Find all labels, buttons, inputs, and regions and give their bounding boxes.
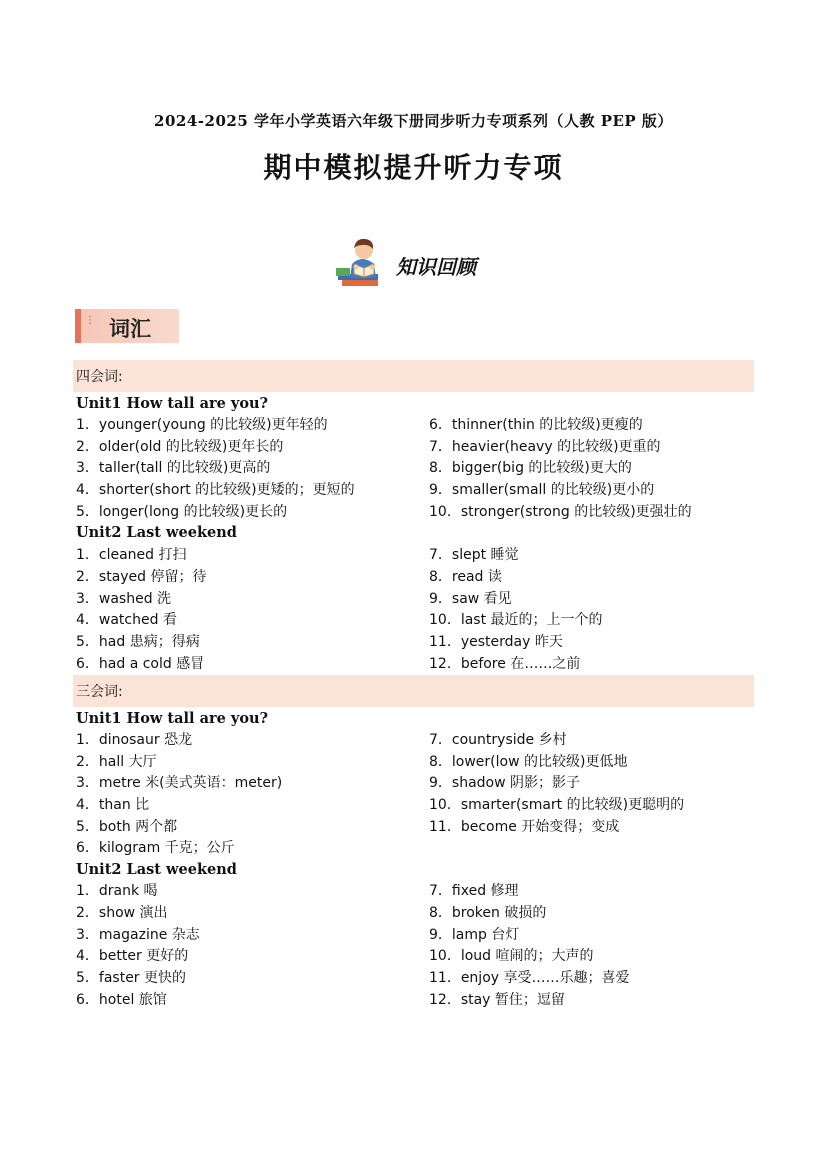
list-item: 5．both 两个都: [76, 819, 178, 835]
page-title: 期中模拟提升听力专项: [263, 151, 564, 184]
list-item: 10．stronger(strong 的比较级)更强壮的: [429, 504, 692, 520]
list-item: 4．than 比: [76, 797, 150, 813]
list-item: 9．smaller(small 的比较级)更小的: [429, 482, 655, 498]
list-item: 7．countryside 乡村: [429, 732, 567, 748]
tab-marker-icon: ⋮: [85, 315, 95, 326]
unit-title: Unit2 Last weekend: [76, 524, 237, 541]
list-item: 9．saw 看见: [429, 591, 512, 607]
list-item: 10．smarter(smart 的比较级)更聪明的: [429, 797, 685, 813]
list-item: 10．loud 喧闹的；大声的: [429, 948, 594, 964]
list-item: 1．younger(young 的比较级)更年轻的: [76, 417, 328, 433]
list-item: 8．lower(low 的比较级)更低地: [429, 754, 628, 770]
list-item: 12．stay 暂住；逗留: [429, 992, 565, 1008]
list-item: 3．metre 米(美式英语：meter): [76, 775, 283, 791]
list-item: 5．had 患病；得病: [76, 634, 200, 650]
list-item: 5．faster 更快的: [76, 970, 187, 986]
list-item: 9．shadow 阴影；影子: [429, 775, 581, 791]
list-item: 5．longer(long 的比较级)更长的: [76, 504, 288, 520]
unit-title: Unit1 How tall are you?: [76, 395, 269, 412]
list-item: 4．watched 看: [76, 612, 177, 628]
list-item: 7．heavier(heavy 的比较级)更重的: [429, 439, 661, 455]
list-item: 2．older(old 的比较级)更年长的: [76, 439, 284, 455]
list-item: 12．before 在……之前: [429, 656, 581, 672]
list-item: 7．slept 睡觉: [429, 547, 519, 563]
knowledge-review-label: 知识回顾: [396, 254, 476, 279]
list-item: 1．drank 喝: [76, 883, 158, 899]
unit-title: Unit2 Last weekend: [76, 861, 237, 878]
list-item: 4．shorter(short 的比较级)更矮的；更短的: [76, 482, 355, 498]
list-item: 8．broken 破损的: [429, 905, 547, 921]
list-item: 6．thinner(thin 的比较级)更瘦的: [429, 417, 643, 433]
list-item: 2．stayed 停留；待: [76, 569, 207, 585]
list-item: 3．magazine 杂志: [76, 927, 200, 943]
three-skill-band: 三会词:: [73, 675, 754, 707]
list-item: 9．lamp 台灯: [429, 927, 520, 943]
list-item: 8．bigger(big 的比较级)更大的: [429, 460, 632, 476]
vocabulary-tab-label: 词汇: [109, 316, 151, 341]
unit-title: Unit1 How tall are you?: [76, 710, 269, 727]
list-item: 3．taller(tall 的比较级)更高的: [76, 460, 271, 476]
list-item: 1．dinosaur 恐龙: [76, 732, 193, 748]
vocabulary-tab: [75, 309, 179, 343]
list-item: 10．last 最近的；上一个的: [429, 612, 603, 628]
series-title: 2024-2025 学年小学英语六年级下册同步听力专项系列（人教 PEP 版）: [154, 112, 673, 130]
list-item: 1．cleaned 打扫: [76, 547, 187, 563]
child-reading-books-icon: [334, 234, 392, 290]
list-item: 2．hall 大厅: [76, 754, 157, 770]
list-item: 6．hotel 旅馆: [76, 992, 167, 1008]
list-item: 11．enjoy 享受……乐趣；喜爱: [429, 970, 630, 986]
list-item: 3．washed 洗: [76, 591, 172, 607]
list-item: 11．yesterday 昨天: [429, 634, 563, 650]
list-item: 2．show 演出: [76, 905, 168, 921]
list-item: 6．had a cold 感冒: [76, 656, 205, 672]
list-item: 7．fixed 修理: [429, 883, 519, 899]
list-item: 4．better 更好的: [76, 948, 189, 964]
list-item: 11．become 开始变得；变成: [429, 819, 620, 835]
list-item: 6．kilogram 千克；公斤: [76, 840, 235, 856]
knowledge-review-heading: [334, 234, 476, 290]
four-skill-band: 四会词:: [73, 360, 754, 392]
list-item: 8．read 读: [429, 569, 502, 585]
